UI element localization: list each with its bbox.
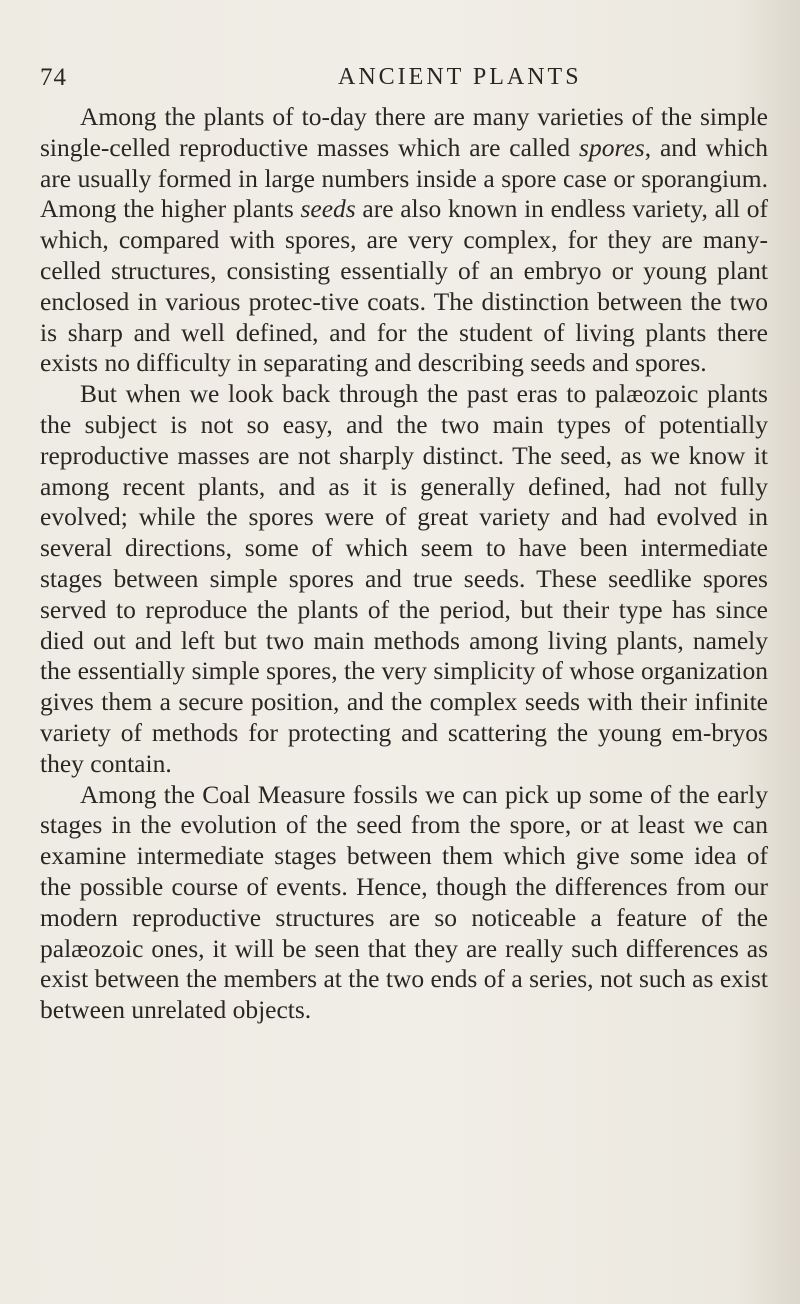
page-number: 74 xyxy=(40,64,67,91)
paragraph-2: But when we look back through the past eras to palæozoic plants the subject is not so easy, and the two main types of potentially reproductive masses are not sharply distinct. The seed, as we know it among recent plants, and as it is generally defined, had not fully evolved; while the spores were of great variety and had evolved in several directions, some of which seem to have been intermediate stages between simple spores and true seeds. These seedlike spores served to reproduce the plants of the period, but their type has since died out and left but two main methods among living plants, namely the essentially simple spores, the very simplicity of whose organization gives them a secure position, and the complex seeds with their infinite variety of methods for protecting and scattering the young em-bryos they contain. xyxy=(40,379,768,778)
paragraph-1 xyxy=(40,102,768,379)
term-seeds: seeds xyxy=(300,194,356,224)
body-text xyxy=(40,102,768,1026)
paragraph-1-text-b: , and which are usually formed in large numbers inside a spore case or sporangium. Among the higher plants xyxy=(40,132,768,224)
running-title: ANCIENT PLANTS xyxy=(338,64,582,90)
paragraph-1-text-a: Among the plants of to-day there are many varieties of the simple single-celled reproductive masses which are called xyxy=(40,102,768,162)
term-spores: spores xyxy=(579,132,645,162)
page-header xyxy=(40,64,784,104)
paragraph-3: Among the Coal Measure fossils we can pick up some of the early stages in the evolution of the seed from the spore, or at least we can examine intermediate stages between them which give some idea of the possible course of events. Hence, though the differences from our modern reproductive structures are so noticeable a feature of the palæozoic ones, it will be seen that they are really such differences as exist between the members at the two ends of a series, not such as exist between unrelated objects. xyxy=(40,779,768,1025)
paragraph-1-text-c: are also known in endless variety, all of which, compared with spores, are very complex, for they are many-celled structures, consisting essentially of an embryo or young plant enclosed in various protec-tive coats. The distinction between the two is sharp and well defined, and for the student of living plants there exists no difficulty in separating and describing seeds and spores. xyxy=(40,194,768,378)
